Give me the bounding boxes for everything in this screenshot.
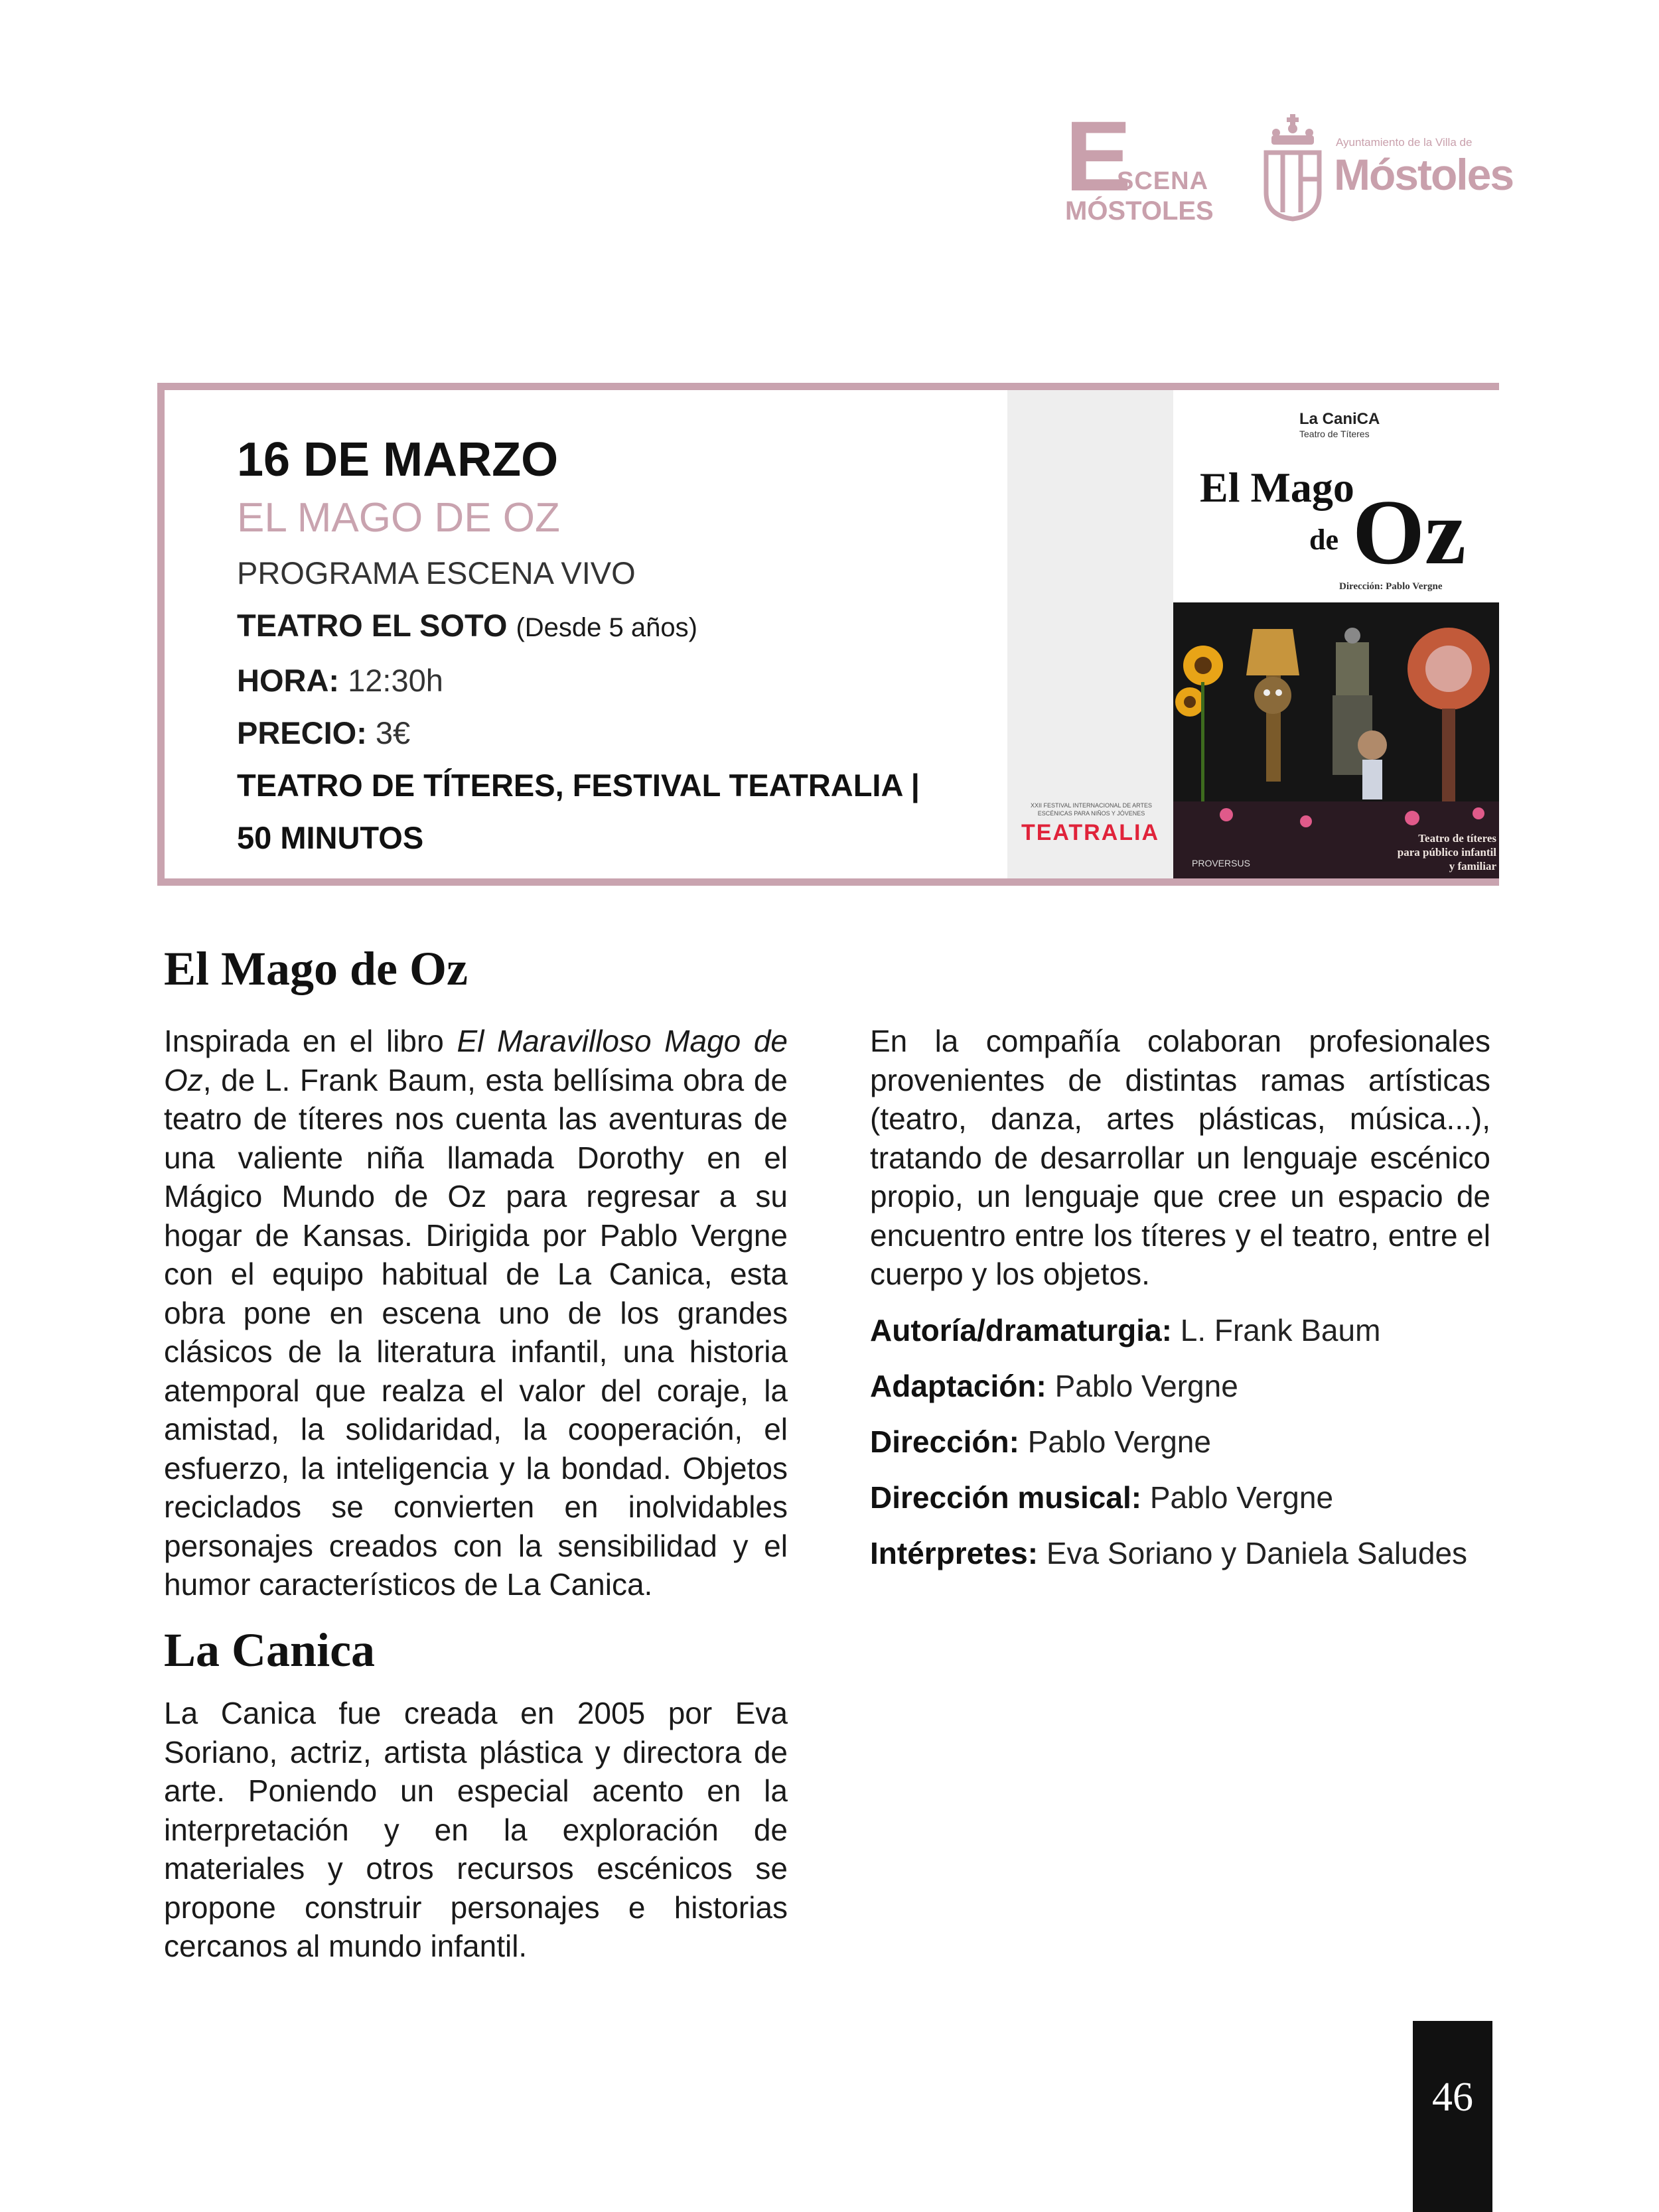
event-program	[237, 547, 1133, 599]
credit-value: L. Frank Baum	[1180, 1313, 1381, 1348]
poster-festival-name: TEATRALIA	[1021, 820, 1160, 845]
event-date: 16 DE MARZO	[237, 433, 559, 486]
poster-tagline-2: para público infantil	[1397, 846, 1496, 859]
poster-artwork	[1173, 390, 1499, 878]
event-title: EL MAGO DE OZ	[237, 495, 560, 541]
poster-tagline-1: Teatro de títeres	[1418, 832, 1496, 845]
event-price-label: PRECIO:	[237, 715, 367, 750]
credit-performers	[870, 1525, 1500, 1581]
credit-label: Dirección:	[870, 1424, 1019, 1459]
event-price-value: 3€	[375, 715, 411, 750]
poster-title-de: de	[1309, 523, 1338, 556]
poster-direction: Dirección: Pablo Vergne	[1339, 581, 1443, 592]
event-poster	[1007, 390, 1499, 878]
event-price	[237, 707, 1133, 759]
poster-title-area	[1173, 390, 1499, 602]
company-paragraph: En la compañía colaboran profesionales provenientes de distintas ramas artísticas (teatro, danza, artes plásticas, música...), tratando de desarrollar un lenguaje escénico propio, un lenguaje que cree un espacio de encuentro entre los títeres y el teatro, entre el cuerpo y los objetos.	[870, 1024, 1490, 1291]
credit-label: Intérpretes:	[870, 1536, 1039, 1570]
canica-heading: La Canica	[164, 1624, 376, 1677]
credit-direction	[870, 1414, 1500, 1470]
mago-book-title: El Maravilloso Mago de Oz	[164, 1024, 788, 1097]
event-card	[157, 383, 1499, 886]
poster-festival-small: XXII FESTIVAL INTERNACIONAL DE ARTES ESCÉNICAS PARA NIÑOS Y JÓVENES	[1030, 802, 1153, 817]
event-time-value: 12:30h	[348, 663, 443, 698]
credit-value: Pablo Vergne	[1054, 1369, 1238, 1403]
credits-list	[870, 1302, 1500, 1581]
event-genre-line-1: TEATRO DE TÍTERES, FESTIVAL TEATRALIA |	[237, 768, 920, 803]
ayuntamiento-subtitle: Ayuntamiento de la Villa de	[1336, 136, 1473, 149]
credit-value: Pablo Vergne	[1149, 1480, 1334, 1515]
event-program-text: PROGRAMA ESCENA VIVO	[237, 555, 636, 590]
poster-company: La CaniCA	[1299, 410, 1380, 428]
poster-title-el-mago: El Mago	[1200, 464, 1354, 511]
event-time	[237, 654, 1133, 707]
event-age: (Desde 5 años)	[516, 613, 697, 642]
event-venue-name: TEATRO EL SOTO	[237, 608, 508, 643]
credit-value: Eva Soriano y Daniela Saludes	[1046, 1536, 1468, 1570]
escena-logo-letter: E	[1065, 100, 1132, 212]
escena-logo-word: SCENA	[1117, 167, 1209, 195]
poster-producer: PROVERSUS	[1192, 858, 1250, 868]
ayuntamiento-logo	[1260, 113, 1514, 226]
poster-company-sub: Teatro de Títeres	[1299, 429, 1370, 439]
poster-tagline-3: y familiar	[1449, 860, 1496, 872]
credit-authorship	[870, 1302, 1500, 1358]
event-time-label: HORA:	[237, 663, 340, 698]
poster-festival-panel	[1007, 390, 1173, 878]
credit-music-direction	[870, 1470, 1500, 1525]
credit-label: Autoría/dramaturgia:	[870, 1313, 1172, 1348]
coat-of-arms-icon	[1260, 113, 1326, 222]
page-number-tab	[1413, 2021, 1492, 2212]
poster-tagline	[1364, 831, 1496, 873]
event-venue	[237, 599, 1133, 654]
event-genre-line-2: 50 MINUTOS	[237, 820, 424, 855]
credit-label: Adaptación:	[870, 1369, 1046, 1403]
event-details	[237, 430, 1133, 864]
mago-heading: El Mago de Oz	[164, 942, 468, 995]
escena-logo-city: MÓSTOLES	[1065, 196, 1214, 226]
credit-value: Pablo Vergne	[1027, 1424, 1211, 1459]
mago-paragraph-start: Inspirada en el libro	[164, 1024, 457, 1058]
mago-paragraph-rest: , de L. Frank Baum, esta bellísima obra de teatro de títeres nos cuenta las aventuras de una valiente niña llamada Dorothy en el Mágico Mundo de Oz para regresar a su hogar de Kansas. Dirigida por Pablo Vergne con el equipo habitual de La Canica, esta obra pone en escena uno de los grandes clásicos de la literatura infantil, una historia atemporal que realza el valor del coraje, la amistad, la solidaridad, la cooperación, el esfuerzo, la inteligencia y la bondad. Objetos reciclados se convierten en inolvidables personajes creados con la sensibilidad y el humor característicos de La Canica.	[164, 1062, 788, 1602]
escena-mostoles-logo	[1065, 100, 1214, 226]
mago-paragraph	[164, 1022, 788, 1604]
page-number: 46	[1432, 2075, 1473, 2120]
credit-adaptation	[870, 1358, 1500, 1414]
credit-label: Dirección musical:	[870, 1480, 1142, 1515]
poster-title-oz: Oz	[1352, 481, 1467, 584]
ayuntamiento-city: Móstoles	[1334, 150, 1514, 199]
canica-paragraph: La Canica fue creada en 2005 por Eva Soriano, actriz, artista plástica y directora de arte. Poniendo un especial acento en la interpretación y en la exploración de materiales y otros recursos escénicos se propone construir personajes e historias cercanos al mundo infantil.	[164, 1696, 788, 1963]
